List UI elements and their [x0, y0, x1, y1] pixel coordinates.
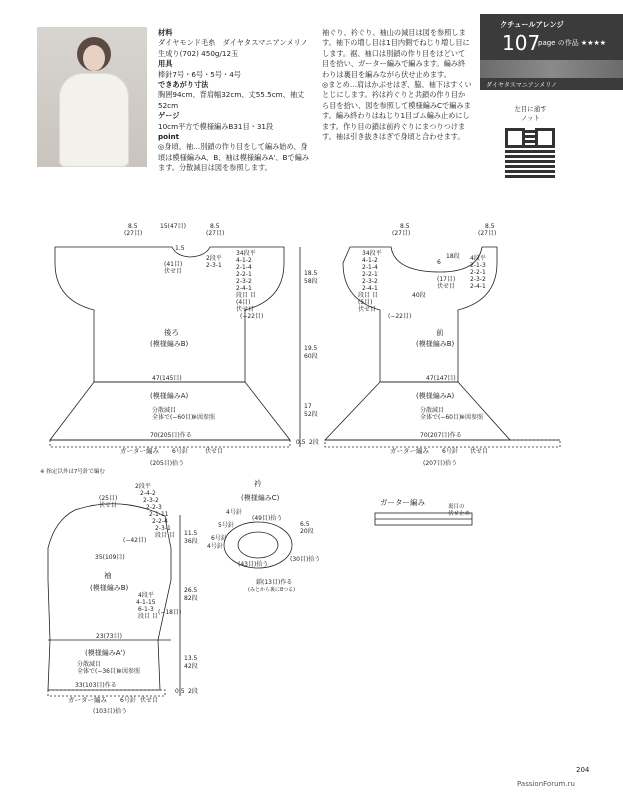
svg-text:伏せ目: 伏せ目 [358, 306, 377, 313]
material-heading: 材料 [158, 28, 173, 37]
instructions-text2: ◎まとめ…肩はかぶせはぎ、脇、袖下はすくいとじにします。衿は衿ぐりと共鎖の作り目から目を拾い、図を参照して模様編みCで編みます。編み終わりはねじり1目ゴム編み止めにします。作り目の鎖は前衿ぐりにまつりつけます。袖は引き抜きはぎで身頃と合わせます。 [322, 80, 472, 142]
front-title: 前 [436, 328, 444, 337]
svg-text:13.5: 13.5 [184, 655, 198, 662]
svg-text:(模様編みA): (模様編みA) [416, 392, 455, 400]
front-w-mid: 47(147目) [426, 375, 456, 382]
yarn-label: ダイヤタスマニアンメリノ [486, 82, 558, 89]
svg-text:34段平: 34段平 [236, 250, 256, 257]
svg-text:11.5: 11.5 [184, 530, 198, 537]
svg-text:2-2-3: 2-2-3 [146, 504, 162, 511]
svg-text:40段: 40段 [412, 292, 426, 299]
svg-text:伏せ目: 伏せ目 [437, 283, 456, 290]
gauge-heading: ゲージ [158, 111, 180, 121]
svg-text:2-3-1: 2-3-1 [155, 525, 171, 532]
svg-text:段目 目: 段目 目 [155, 532, 175, 539]
svg-text:6-1-3: 6-1-3 [138, 606, 154, 613]
svg-text:裏目の: 裏目の [448, 504, 465, 510]
svg-text:分散減目: 分散減目 [420, 407, 445, 414]
svg-text:8.5: 8.5 [400, 223, 410, 230]
material-text: ダイヤモンド毛糸 ダイヤタスマニアンメリノ 生成り(702) 450g/12玉 [158, 38, 315, 58]
svg-text:段目 目: 段目 目 [236, 292, 256, 299]
svg-text:6号針: 6号針 [442, 448, 458, 455]
sleeve-title: 袖 [104, 571, 112, 580]
svg-text:2-2-4: 2-2-4 [152, 518, 168, 525]
svg-text:※図参照: ※図参照 [460, 414, 484, 421]
qr-note: 左目に通す ノット [514, 105, 547, 122]
svg-text:52段: 52段 [304, 411, 318, 418]
svg-text:4段平: 4段平 [470, 255, 486, 262]
svg-text:(205目)拾う: (205目)拾う [150, 460, 185, 467]
svg-text:6号針: 6号針 [172, 448, 188, 455]
svg-text:伏せ目: 伏せ目 [140, 697, 159, 704]
svg-text:34段平: 34段平 [362, 250, 382, 257]
svg-text:82段: 82段 [184, 595, 198, 602]
svg-text:伏せ目: 伏せ目 [164, 268, 183, 275]
svg-text:(43目)拾う: (43目)拾う [238, 561, 269, 568]
svg-text:ガーター編み: ガーター編み [120, 447, 159, 455]
back-w-neck: 15(47目) [160, 223, 186, 230]
svg-text:(−18目): (−18目) [158, 609, 182, 616]
svg-text:2-4-1: 2-4-1 [470, 283, 486, 290]
point-text: ◎身頃、袖…別鎖の作り目をして編み始め、身頃は模様編みA、B、袖は模様編みA'、Bで編みます。分散減目は図を参照します。 [158, 142, 310, 173]
svg-text:2-1-3: 2-1-3 [470, 262, 486, 269]
back-w-hem: 70(205目)作る [150, 432, 192, 439]
svg-text:全体で(−36目): 全体で(−36目) [77, 668, 119, 675]
svg-text:2-1-11: 2-1-11 [149, 511, 169, 518]
svg-text:8.5: 8.5 [210, 223, 220, 230]
svg-text:2-2-1: 2-2-1 [470, 269, 486, 276]
svg-text:伏せ目: 伏せ目 [99, 502, 118, 509]
svg-text:(25目): (25目) [99, 495, 118, 502]
svg-text:全体で(−60目): 全体で(−60目) [420, 414, 462, 421]
svg-text:58段: 58段 [304, 278, 318, 285]
svg-text:(4目): (4目) [236, 299, 251, 306]
banner-title: クチュールアレンジ [500, 20, 564, 29]
svg-text:伏せ目: 伏せ目 [470, 448, 489, 455]
svg-text:(−42目): (−42目) [123, 537, 147, 544]
svg-text:2-4-1: 2-4-1 [236, 285, 252, 292]
banner-page-label: page の作品 ★★★★ [538, 39, 607, 47]
svg-text:(5目): (5目) [358, 299, 373, 306]
instructions-text1: 袖ぐり、衿ぐり、袖山の減目は図を参照します。袖下の増し目は1目内側でねじり増し目にします。裾、袖口は別鎖の作り目をほどいて目を拾い、ガーター編みで編みます。編み終わりは裏目を編みながら伏せ止めます。 [322, 28, 470, 79]
svg-text:(模様編みA): (模様編みA) [150, 392, 189, 400]
svg-text:(−22目): (−22目) [388, 313, 412, 320]
svg-text:分散減目: 分散減目 [77, 661, 102, 668]
svg-text:2段平: 2段平 [206, 255, 222, 262]
svg-text:18段: 18段 [446, 253, 460, 260]
svg-text:※図参照: ※図参照 [117, 668, 141, 675]
svg-text:伏せ目: 伏せ目 [205, 448, 224, 455]
svg-text:(模様編みC): (模様編みC) [241, 494, 280, 502]
svg-text:2-4-1: 2-4-1 [362, 285, 378, 292]
svg-text:(17目): (17目) [437, 276, 456, 283]
svg-text:2段平: 2段平 [135, 483, 151, 490]
svg-text:2-3-2: 2-3-2 [236, 278, 252, 285]
back-h-armhole: 18.5 [304, 270, 318, 277]
svg-text:1.5: 1.5 [175, 245, 185, 252]
svg-text:鎖(13目)作る: 鎖(13目)作る [256, 579, 293, 586]
svg-text:伏せ止め: 伏せ止め [448, 511, 471, 517]
svg-text:2-2-1: 2-2-1 [236, 271, 252, 278]
svg-text:20段: 20段 [300, 528, 314, 535]
back-w-shoulder-l: 8.5 [128, 223, 138, 230]
svg-text:2段: 2段 [188, 688, 198, 695]
size-heading: できあがり寸法 [158, 80, 209, 90]
svg-text:ガーター編み: ガーター編み [68, 696, 107, 704]
svg-text:全体で(−60目): 全体で(−60目) [152, 414, 194, 421]
source-watermark: PassionForum.ru [517, 780, 575, 788]
garter-chart-title: ガーター編み [380, 498, 425, 507]
svg-text:(模様編みB): (模様編みB) [90, 584, 129, 592]
svg-text:4号針: 4号針 [207, 543, 223, 550]
svg-text:(模様編みA'): (模様編みA') [85, 649, 126, 657]
svg-text:2-3-2: 2-3-2 [362, 278, 378, 285]
svg-text:伏せ目: 伏せ目 [236, 306, 255, 313]
svg-text:4-1-15: 4-1-15 [136, 599, 156, 606]
back-title: 後ろ [164, 328, 179, 337]
svg-text:(27目): (27目) [206, 230, 225, 237]
svg-text:分散減目: 分散減目 [152, 407, 177, 414]
collar-title: 衿 [254, 479, 262, 488]
front-w-hem: 70(207目)作る [420, 432, 462, 439]
svg-text:6号針: 6号針 [211, 535, 227, 542]
svg-text:(模様編みB): (模様編みB) [150, 340, 189, 348]
svg-text:26.5: 26.5 [184, 587, 198, 594]
svg-text:6号針: 6号針 [120, 697, 136, 704]
svg-text:4-1-2: 4-1-2 [362, 257, 378, 264]
svg-text:2-4-2: 2-4-2 [140, 490, 156, 497]
svg-text:17: 17 [304, 403, 312, 410]
svg-text:5号針: 5号針 [218, 522, 234, 529]
point-heading: point [158, 132, 180, 142]
svg-text:(27目): (27目) [124, 230, 143, 237]
sleeve-w-upper: 35(109目) [95, 554, 125, 561]
gauge-text: 10cm平方で模様編みB31目・31段 [158, 121, 274, 131]
svg-text:0.5: 0.5 [175, 688, 185, 695]
svg-text:2-3-1: 2-3-1 [206, 262, 222, 269]
svg-text:6: 6 [437, 259, 441, 266]
page-number: 204 [576, 766, 590, 774]
svg-text:4段平: 4段平 [138, 592, 154, 599]
sleeve-w-mid: 23(73目) [96, 633, 122, 640]
svg-text:(103目)拾う: (103目)拾う [93, 708, 128, 715]
svg-text:36段: 36段 [184, 538, 198, 545]
svg-text:段目 目: 段目 目 [138, 613, 158, 620]
needle-note: ※ 指定以外は7号針で編む [40, 469, 105, 475]
svg-text:2-3-2: 2-3-2 [470, 276, 486, 283]
svg-text:42段: 42段 [184, 663, 198, 670]
svg-text:2-3-2: 2-3-2 [143, 497, 159, 504]
svg-text:段目 目: 段目 目 [358, 292, 378, 299]
svg-text:6.5: 6.5 [300, 521, 310, 528]
svg-text:4-1-2: 4-1-2 [236, 257, 252, 264]
svg-text:(27目): (27目) [392, 230, 411, 237]
svg-text:(207目)拾う: (207目)拾う [423, 460, 458, 467]
svg-text:0.5: 0.5 [296, 439, 306, 446]
svg-text:2-1-4: 2-1-4 [362, 264, 378, 271]
svg-text:(41目): (41目) [164, 261, 183, 268]
svg-text:(みとから裏に8つる): (みとから裏に8つる) [248, 587, 296, 593]
banner-number: 107 [502, 31, 541, 55]
sleeve-w-cuff: 33(103目)作る [75, 682, 117, 689]
svg-text:2-2-1: 2-2-1 [362, 271, 378, 278]
svg-text:ガーター編み: ガーター編み [390, 447, 429, 455]
svg-text:(30目)拾う: (30目)拾う [290, 556, 321, 563]
svg-text:(模様編みB): (模様編みB) [416, 340, 455, 348]
svg-text:2段: 2段 [309, 439, 319, 446]
svg-text:8.5: 8.5 [485, 223, 495, 230]
tools-text: 棒針7号・6号・5号・4号 [158, 69, 241, 79]
svg-text:(49目)拾う: (49目)拾う [252, 515, 283, 522]
size-text: 胸囲94cm、背肩幅32cm、丈55.5cm、袖丈52cm [158, 90, 305, 110]
svg-text:19.5: 19.5 [304, 345, 318, 352]
tools-heading: 用具 [158, 59, 173, 69]
svg-text:2-1-4: 2-1-4 [236, 264, 252, 271]
svg-text:※図参照: ※図参照 [192, 414, 216, 421]
svg-text:4号針: 4号針 [226, 509, 242, 516]
front-hem-outline [325, 382, 510, 440]
svg-text:60段: 60段 [304, 353, 318, 360]
svg-text:(27目): (27目) [478, 230, 497, 237]
svg-text:(−22目): (−22目) [240, 313, 264, 320]
back-w-mid: 47(145目) [152, 375, 182, 382]
